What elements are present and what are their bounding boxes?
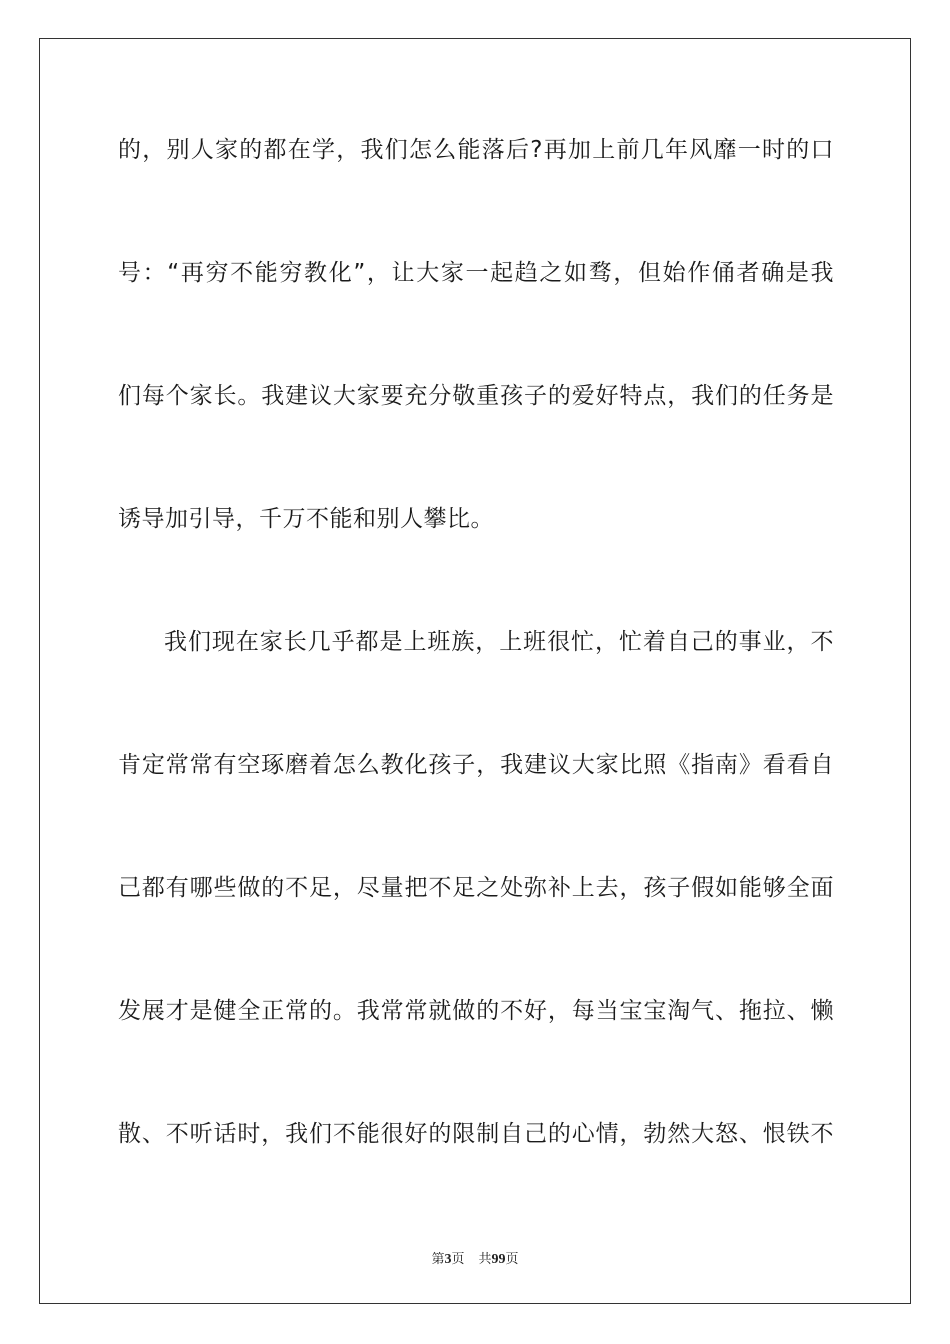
text-line: 己都有哪些做的不足，尽量把不足之处弥补上去，孩子假如能够全面 (118, 875, 834, 901)
text-line: 发展才是健全正常的。我常常就做的不好，每当宝宝淘气、拖拉、懒 (118, 998, 834, 1024)
text-line: 的，别人家的都在学，我们怎么能落后?再加上前几年风靡一时的口 (118, 137, 834, 163)
page-footer (0, 1248, 950, 1268)
text-line: 号：“再穷不能穷教化”，让大家一起趋之如骛，但始作俑者确是我 (118, 260, 834, 286)
text-line: 我们现在家长几乎都是上班族，上班很忙，忙着自己的事业，不 (164, 629, 834, 655)
page-suffix: 页 (451, 1252, 465, 1267)
total-prefix: 共 (478, 1252, 492, 1267)
total-pages: 99 (491, 1252, 506, 1267)
page-prefix: 第 (431, 1252, 445, 1267)
document-body (118, 124, 834, 1231)
text-line: 诱导加引导，千万不能和别人攀比。 (118, 506, 494, 532)
total-suffix: 页 (505, 1252, 519, 1267)
text-line: 肯定常常有空琢磨着怎么教化孩子，我建议大家比照《指南》看看自 (118, 752, 834, 778)
text-line: 们每个家长。我建议大家要充分敬重孩子的爱好特点，我们的任务是 (118, 383, 834, 409)
text-line: 散、不听话时，我们不能很好的限制自己的心情，勃然大怒、恨铁不 (118, 1121, 834, 1147)
page-number: 3 (444, 1252, 452, 1267)
